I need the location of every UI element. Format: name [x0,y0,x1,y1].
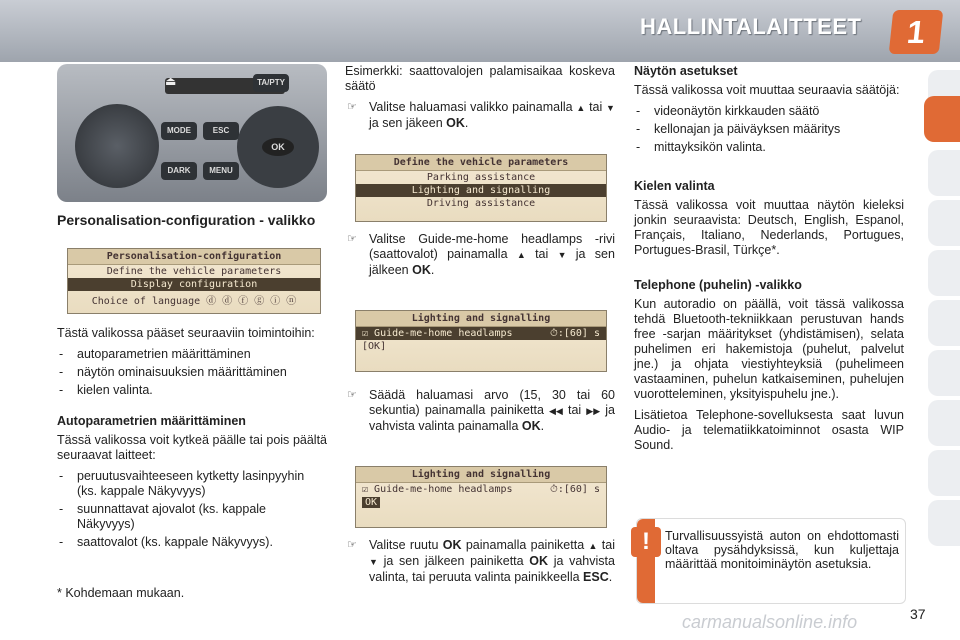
column-left-text [57,326,327,556]
section-heading: Personalisation-configuration - valikko [57,212,316,228]
side-tab[interactable] [928,300,960,346]
eject-icon: ⏏ [165,74,177,88]
screen-row: Choice of language ⓓ ⓓ ⓕ ⓖ ⓘ ⓝ [91,296,297,307]
side-chapter-tabs [928,70,960,570]
pointer-icon: ☞ [347,233,357,245]
forward-arrow-icon: ▶▶ [586,406,601,416]
telephone-more-info: Lisätietoa Telephone-sovelluksesta saat luvun Audio- ja telematiikkatoiminnot osasta WIP Sound. [634,408,904,452]
mode-button: MODE [161,122,197,140]
page-number: 37 [910,606,926,622]
up-arrow-icon: ▲ [576,103,586,113]
list-item: - näytön ominaisuuksien määrittäminen [57,365,327,380]
screen-personalisation [67,248,321,314]
footnote-block [57,586,327,607]
list-item: - kielen valinta. [57,383,327,398]
side-tab-active[interactable] [924,96,960,142]
screen-title: Lighting and signalling [356,311,606,327]
sub-heading: Autoparametrien määrittäminen [57,414,246,428]
list-item: - videonäytön kirkkauden säätö [634,104,904,119]
warning-text: Turvallisuussyistä auton on ehdottomasti oltava pysähdyksissä, kun kuljettaja määrittää monitoiminäytön asetuksia. [665,529,899,571]
up-arrow-icon: ▲ [516,250,526,260]
screen-title: Lighting and signalling [356,467,606,483]
volume-knob [75,104,159,188]
screen-ok-row: [OK] [362,341,387,352]
down-arrow-icon: ▼ [606,103,615,113]
screen-lighting-1 [355,310,607,372]
sub-text: Tässä valikossa voit kytkeä päälle tai pois päältä seuraavat laitteet: [57,433,327,462]
screen-lighting-2 [355,466,607,528]
column-middle [345,64,615,139]
dark-button: DARK [161,162,197,180]
esc-button: ESC [203,122,239,140]
telephone-heading: Telephone (puhelin) -valikko [634,278,802,292]
side-tab[interactable] [928,250,960,296]
language-heading: Kielen valinta [634,179,715,193]
safety-warning-box [636,518,906,604]
side-tab[interactable] [928,450,960,496]
side-tab[interactable] [928,500,960,546]
menu-button: MENU [203,162,239,180]
display-settings-heading: Näytön asetukset [634,64,738,78]
list-item: - autoparametrien määrittäminen [57,347,327,362]
step-4: ☞ Valitse ruutu OK painamalla painiketta ▲ tai ▼ ja sen jälkeen painiketta OK ja vahvista valinta, tai peruuta valinta painikkeella ESC. [347,538,615,584]
screen-row-selected: Display configuration [68,278,320,291]
screen-title: Personalisation-configuration [68,249,320,265]
step-2: ☞ Valitse Guide-me-home headlamps -rivi (saattovalot) painamalla ▲ tai ▼ ja sen jälkeen OK. [347,232,615,277]
side-tab[interactable] [928,150,960,196]
intro-text: Tästä valikossa pääset seuraaviin toimintoihin: [57,326,315,340]
function-list [57,347,327,398]
device-list [57,469,327,550]
down-arrow-icon: ▼ [369,557,378,567]
step-2-block [345,232,615,286]
step-3: ☞ Säädä haluamasi arvo (15, 30 tai 60 sekuntia) painamalla painiketta ◀◀ tai ▶▶ ja vahvista valinta painamalla OK. [347,388,615,433]
example-intro: Esimerkki: saattovalojen palamisaikaa koskeva säätö [345,64,615,93]
display-settings-list [634,104,904,155]
column-left [57,212,327,232]
ok-button: OK [262,138,294,156]
list-item: - peruutusvaihteeseen kytketty lasinpyyhin (ks. kappale Näkyvyys) [57,469,327,499]
up-arrow-icon: ▲ [588,541,598,551]
step-4-block [345,538,615,593]
ta-pty-button: TA/PTY [253,74,289,92]
telephone-text: Kun autoradio on päällä, voit tässä valikossa tehdä Bluetooth-tekniikkaan perustuvan hands free -sarjan määritykset (yhdistämisen), selata puhelimen eri hakemistoja (puhelut, palvelut jne.) ja ohjata viestiyhteyksiä (puhelimeen vastaaminen, puhelun katkaiseminen, puhelujen vuorotteleminen, yksityispuhelu jne.). [634,297,904,401]
list-item: - kellonajan ja päiväyksen määritys [634,122,904,137]
screen-vehicle-parameters [355,154,607,222]
screen-row-selected: ☑ Guide-me-home headlamps ⏱:[60] s [356,327,606,340]
header-bar [0,0,960,62]
side-tab[interactable] [928,400,960,446]
screen-title: Define the vehicle parameters [356,155,606,171]
screen-row: Define the vehicle parameters [106,266,282,277]
column-right [634,64,904,459]
side-tab[interactable] [928,350,960,396]
footnote: * Kohdemaan mukaan. [57,586,185,600]
warning-exclamation-icon: ! [631,527,661,557]
rewind-arrow-icon: ◀◀ [549,406,563,416]
display-settings-text: Tässä valikossa voit muuttaa seuraavia säätöjä: [634,83,900,97]
screen-row: Driving assistance [426,198,536,209]
language-text: Tässä valikossa voit muuttaa näytön kieleksi jonkin seuraavista: Deutsch, English, Espanol, Français, Italiano, Nederlands, Portugues, Portugues-Brasil, Türkçe*. [634,198,904,257]
screen-row: Parking assistance [426,172,536,183]
chapter-title: HALLINTALAITTEET [640,14,862,39]
screen-row-selected: Lighting and signalling [356,184,606,197]
pointer-icon: ☞ [347,389,357,401]
down-arrow-icon: ▼ [557,250,567,260]
pointer-icon: ☞ [347,101,357,113]
list-item: - mittayksikön valinta. [634,140,904,155]
step-1: ☞ Valitse haluamasi valikko painamalla ▲ tai ▼ ja sen jäkeen OK. [347,100,615,130]
side-tab[interactable] [928,200,960,246]
chapter-number-badge: 1 [889,10,944,54]
control-panel-photo [57,64,327,202]
watermark: carmanualsonline.info [682,612,858,632]
list-item: - saattovalot (ks. kappale Näkyvyys). [57,535,327,550]
screen-row: ☑ Guide-me-home headlamps ⏱:[60] s [362,484,600,495]
screen-ok-row: OK [356,496,606,509]
pointer-icon: ☞ [347,539,357,551]
step-3-block [345,388,615,442]
list-item: - suunnattavat ajovalot (ks. kappale Näkyvyys) [57,502,327,532]
